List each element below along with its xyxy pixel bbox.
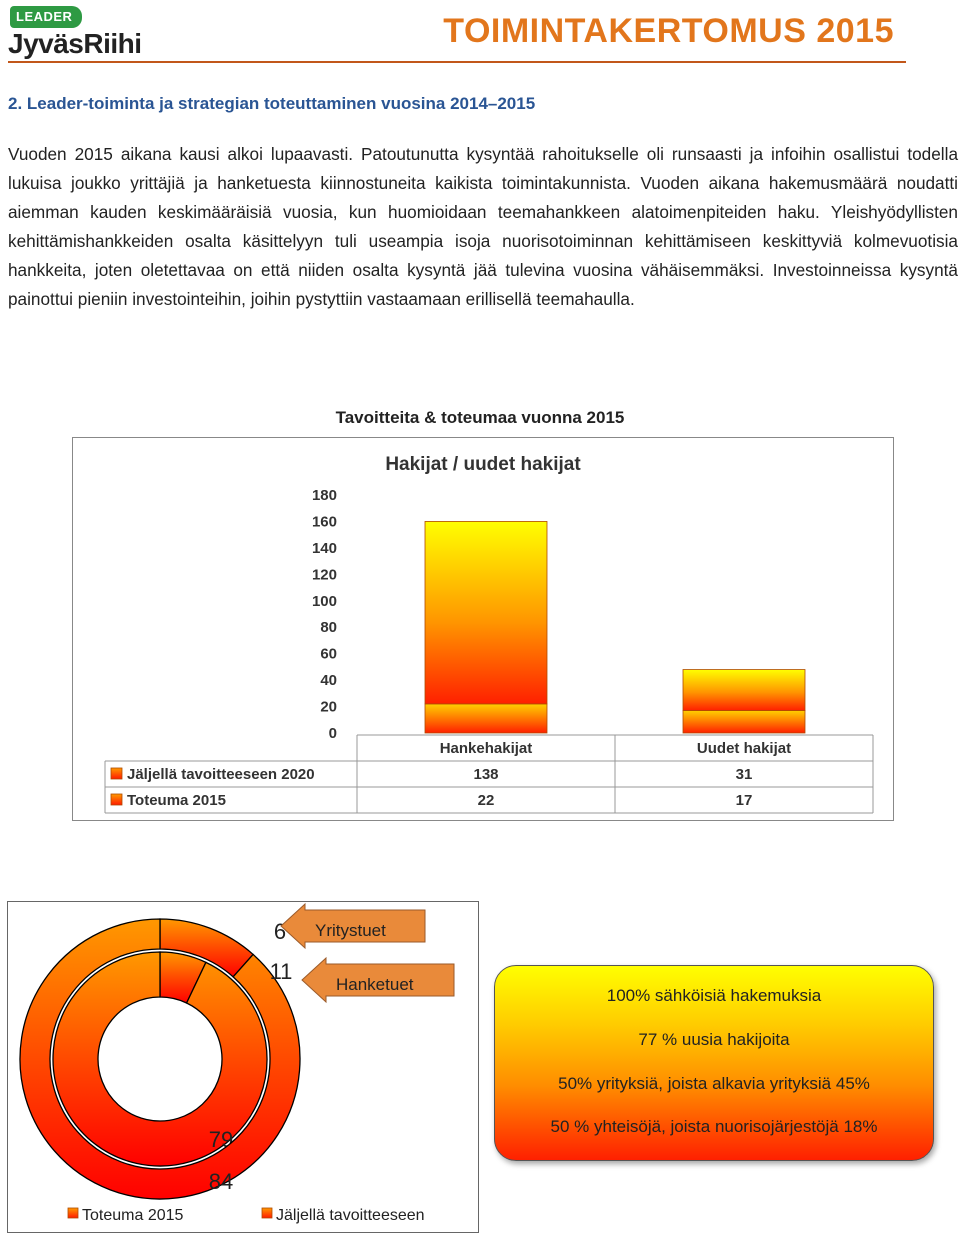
chart-caption: Tavoitteita & toteumaa vuonna 2015 [335, 408, 625, 427]
stacked-bar-chart [73, 438, 895, 822]
bar-segment [683, 670, 805, 711]
jyvasriihi-logo [8, 2, 148, 62]
data-value: 138 [473, 766, 499, 783]
data-value: 31 [735, 766, 753, 783]
y-tick-label: 40 [320, 672, 337, 690]
data-value: 17 [735, 792, 753, 809]
bar-segment [425, 521, 547, 703]
y-tick-label: 0 [328, 725, 337, 742]
body-paragraph: Vuoden 2015 aikana kausi alkoi lupaavasti. Patoutunutta kysyntää rahoitukselle oli runsaasti ja infoihin osallistui todella lukuisa joukko yrittäjiä ja hanketuesta kiinnostuneita kaikista toimintakunnista. Vuoden aikana hakemusmäärä noudatti aiemman kauden keskimääräisiä vuosia, kun huomioidaan teemahankkeen alatoimenpiteiden haku. Yleishyödyllisten kehittämishankkeiden osalta käsittelyyn tuli useampia isoja nuorisotoiminnan kehittämiseen keskittyviä kolmevuotisia hankkeita, joten oletettavaa on että niiden osalta kysyntä jää tulevina vuosina vähäisemmäksi. Investoinneissa kysyntä painottui pieniin investointeihin, joihin pystyttiin vastaamaan erillisellä teemahaulla. [8, 144, 958, 309]
legend-key [262, 1208, 272, 1218]
legend-label: Toteuma 2015 [82, 1207, 184, 1224]
two-ring-donut-chart [8, 902, 480, 1234]
highlight-line: 77 % uusia hakijoita [638, 1030, 790, 1049]
legend-key [111, 794, 122, 805]
section-heading: 2. Leader-toiminta ja strategian toteuttaminen vuosina 2014–2015 [8, 94, 536, 113]
highlights-box [494, 965, 934, 1161]
callout-label: Hanketuet [336, 975, 414, 994]
leader-badge: LEADER [10, 6, 82, 28]
bar-chart-frame [72, 437, 894, 821]
category-label: Uudet hakijat [696, 740, 792, 757]
highlight-line: 50 % yhteisöjä, joista nuorisojärjestöjä 18% [550, 1117, 878, 1136]
donut-value-label: 6 [273, 919, 287, 944]
legend-key [111, 768, 122, 779]
donut-value-label: 84 [208, 1169, 234, 1194]
legend-key [68, 1208, 78, 1218]
donut-chart-frame [7, 901, 479, 1233]
y-tick-label: 180 [311, 487, 337, 504]
header-divider [8, 61, 906, 63]
callout-label: Yritystuet [315, 921, 386, 940]
data-value: 22 [477, 792, 495, 809]
highlight-line: 50% yrityksiä, joista alkavia yrityksiä 45% [558, 1074, 870, 1093]
document-title: TOIMINTAKERTOMUS 2015 [443, 12, 894, 50]
y-tick-label: 20 [320, 698, 337, 716]
highlight-line: 100% sähköisiä hakemuksia [606, 986, 822, 1005]
y-tick-label: 100 [311, 592, 337, 610]
donut-value-label: 79 [208, 1127, 234, 1152]
legend-label: Jäljellä tavoitteeseen 2020 [127, 766, 315, 783]
bar-segment [683, 711, 805, 733]
category-label: Hankehakijat [439, 740, 533, 757]
donut-value-label: 11 [269, 959, 293, 984]
y-tick-label: 60 [320, 645, 337, 663]
legend-label: Toteuma 2015 [127, 792, 226, 809]
chart-title: Hakijat / uudet hakijat [385, 454, 581, 475]
donut-slice [53, 952, 267, 1166]
y-tick-label: 160 [311, 513, 337, 531]
bar-segment [425, 704, 547, 733]
legend-label: Jäljellä tavoitteeseen [276, 1207, 425, 1224]
y-tick-label: 120 [311, 566, 337, 584]
y-tick-label: 140 [311, 539, 337, 557]
logo-wordmark: JyväsRiihi [8, 28, 142, 59]
y-tick-label: 80 [320, 619, 337, 637]
